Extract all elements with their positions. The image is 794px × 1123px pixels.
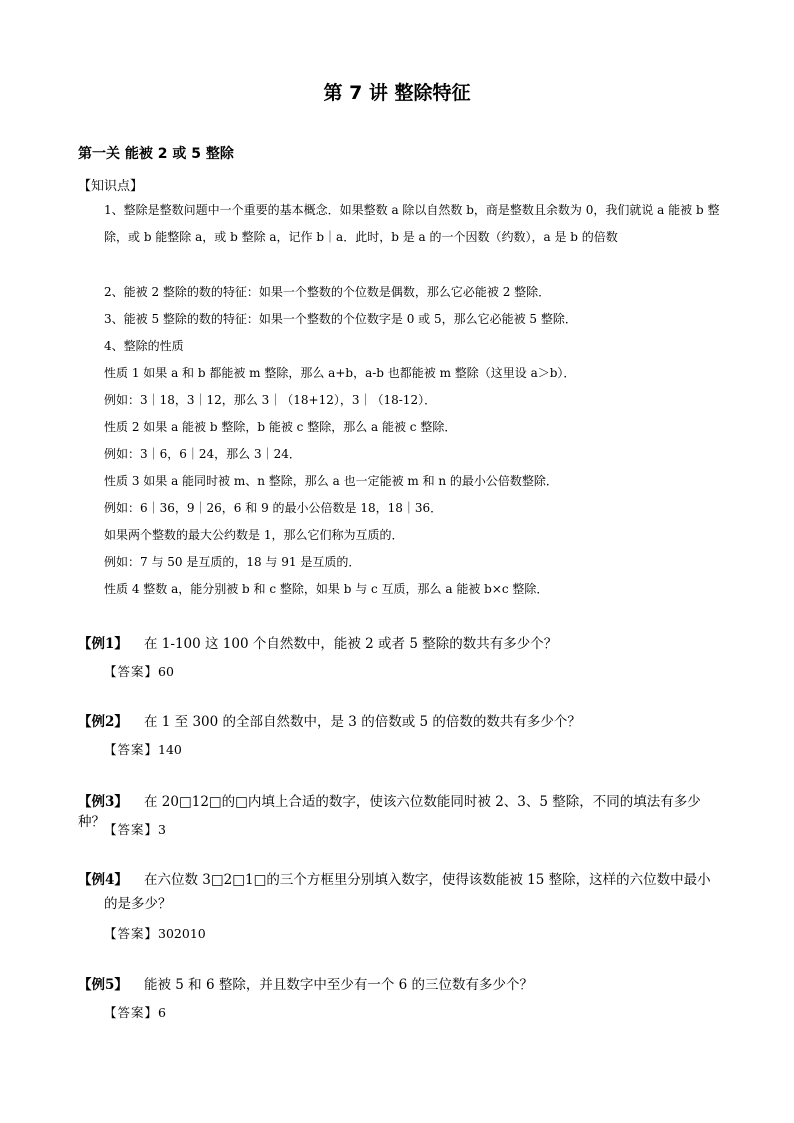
example-label: 【例1】 bbox=[78, 636, 128, 652]
example-question: 在 1 至 300 的全部自然数中，是 3 的倍数或 5 的倍数的数共有多少个？ bbox=[144, 714, 581, 730]
knowledge-item: 例如：3｜6，6｜24，那么 3｜24． bbox=[104, 447, 301, 461]
example-label: 【例5】 bbox=[78, 977, 128, 993]
answer-value: 140 bbox=[158, 742, 182, 757]
answer-line bbox=[104, 662, 174, 680]
example-question: 能被 5 和 6 整除，并且数字中至少有一个 6 的三位数有多少个？ bbox=[144, 977, 534, 993]
answer-line bbox=[104, 1003, 166, 1021]
knowledge-item: 性质 2 如果 a 能被 b 整除，b 能被 c 整除，那么 a 能被 c 整除． bbox=[104, 420, 457, 434]
answer-label: 【答案】 bbox=[104, 742, 159, 757]
example-1 bbox=[78, 632, 718, 679]
example-2 bbox=[78, 710, 718, 757]
answer-value: 6 bbox=[158, 1005, 166, 1020]
knowledge-item: 例如：7 与 50 是互质的，18 与 91 是互质的． bbox=[104, 555, 361, 569]
answer-label: 【答案】 bbox=[104, 664, 159, 679]
answer-label: 【答案】 bbox=[104, 1005, 159, 1020]
answer-value: 302010 bbox=[158, 926, 206, 941]
example-question: 在 1-100 这 100 个自然数中，能被 2 或者 5 整除的数共有多少个？ bbox=[144, 636, 558, 652]
example-label: 【例2】 bbox=[78, 714, 128, 730]
page-title: 第 7 讲 整除特征 bbox=[323, 82, 471, 104]
knowledge-item: 2、能被 2 整除的数的特征：如果一个整数的个位数是偶数，那么它必能被 2 整除． bbox=[104, 285, 551, 299]
knowledge-item: 例如：3｜18，3｜12，那么 3｜（18+12），3｜（18-12）． bbox=[104, 393, 437, 407]
knowledge-item: 3、能被 5 整除的数的特征：如果一个整数的个位数字是 0 或 5，那么它必能被 5 整除． bbox=[104, 312, 577, 326]
knowledge-item: 性质 1 如果 a 和 b 都能被 m 整除，那么 a+b，a-b 也都能被 m 整除（这里设 a＞b）． bbox=[104, 366, 576, 380]
knowledge-item: 如果两个整数的最大公约数是 1，那么它们称为互质的． bbox=[104, 528, 404, 542]
answer-line bbox=[104, 740, 182, 758]
knowledge-item: 4、整除的性质 bbox=[104, 339, 184, 353]
answer-value: 60 bbox=[158, 664, 174, 679]
knowledge-label: 【知识点】 bbox=[78, 179, 144, 194]
knowledge-item: 1、整除是整数问题中一个重要的基本概念．如果整数 a 除以自然数 b，商是整数且余数为 0，我们就说 a 能被 b 整除，或 b 能整除 a，或 b 整除 a，记作 b｜a．此时，b 是 a 的一个因数（约数），a 是 b 的倍数 bbox=[104, 203, 720, 244]
section-title: 第一关 能被 2 或 5 整除 bbox=[78, 146, 234, 162]
answer-value: 3 bbox=[158, 822, 166, 837]
example-5 bbox=[78, 973, 718, 1020]
answer-line bbox=[104, 924, 206, 942]
example-question-continued: 的是多少？ bbox=[104, 896, 172, 912]
example-label: 【例3】 bbox=[78, 794, 128, 810]
example-question: 在六位数 3□2□1□的三个方框里分别填入数字，使得该数能被 15 整除，这样的六位数中最小 bbox=[144, 872, 711, 888]
example-question: 在 20□12□的□内填上合适的数字，使该六位数能同时被 2、3、5 整除，不同的填法有多少种？ bbox=[78, 794, 701, 830]
answer-label: 【答案】 bbox=[104, 926, 159, 941]
example-3 bbox=[78, 790, 718, 837]
example-4 bbox=[78, 868, 718, 941]
knowledge-item: 性质 3 如果 a 能同时被 m、n 整除，那么 a 也一定能被 m 和 n 的最小公倍数整除． bbox=[104, 474, 558, 488]
example-label: 【例4】 bbox=[78, 872, 128, 888]
answer-line bbox=[104, 820, 166, 838]
knowledge-item: 例如：6｜36，9｜26，6 和 9 的最小公倍数是 18，18｜36． bbox=[104, 501, 443, 515]
answer-label: 【答案】 bbox=[104, 822, 159, 837]
knowledge-item: 性质 4 整数 a，能分别被 b 和 c 整除，如果 b 与 c 互质，那么 a 能被 b×c 整除． bbox=[104, 582, 549, 596]
